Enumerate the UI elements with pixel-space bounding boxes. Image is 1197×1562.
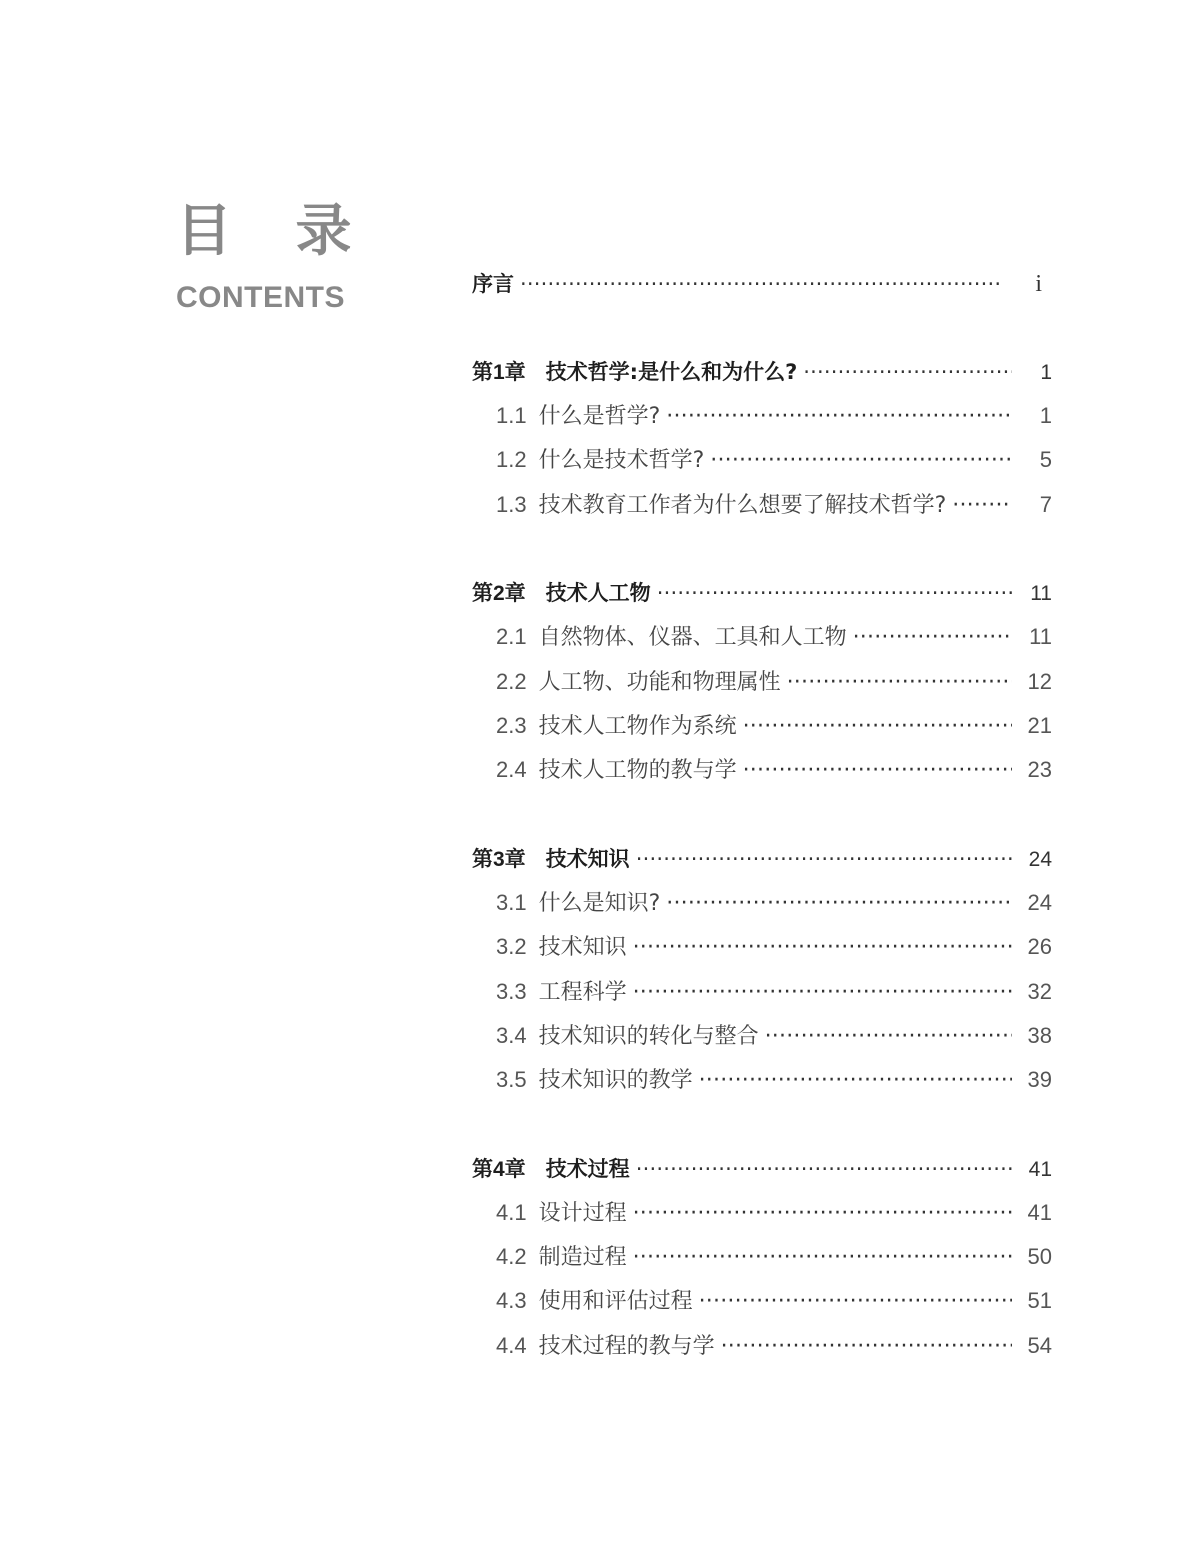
toc-entry-section[interactable] (472, 394, 1052, 438)
dot-leader (636, 1147, 1012, 1191)
toc-page-number: 39 (1027, 1067, 1052, 1093)
toc-entry-section[interactable] (472, 1279, 1052, 1323)
section-number: 1.2 (496, 447, 527, 473)
toc-entry-section[interactable] (472, 660, 1052, 704)
section-title: 技术过程的教与学 (538, 1333, 715, 1359)
dot-leader (633, 1192, 1012, 1236)
toc-page-number: 24 (1028, 847, 1052, 871)
section-number: 2.2 (496, 668, 527, 694)
toc-page-number: 1 (1039, 403, 1052, 428)
dot-leader (952, 484, 1012, 528)
toc-group-chapter-3 (472, 837, 1052, 1103)
chapter-number: 第2章 (472, 582, 526, 606)
chapter-title: 技术人工物 (545, 581, 651, 606)
toc-entry-section[interactable] (472, 483, 1052, 527)
dot-leader (633, 926, 1012, 970)
chapter-number: 第4章 (472, 1157, 526, 1181)
toc-page-number: i (1035, 271, 1042, 297)
toc-entry-section[interactable] (472, 704, 1052, 748)
toc-entry-title: 序言 (472, 272, 514, 296)
dot-leader (657, 571, 1012, 615)
toc-page-number: 11 (1029, 624, 1052, 650)
toc-page-number: 41 (1027, 1199, 1052, 1225)
section-title: 技术教育工作者为什么想要了解技术哲学? (538, 492, 947, 518)
section-title: 人工物、功能和物理属性 (538, 669, 781, 695)
section-title: 什么是哲学? (538, 404, 661, 429)
section-number: 4.1 (496, 1199, 527, 1225)
toc-entry-section[interactable] (472, 925, 1052, 969)
section-title: 技术知识 (538, 935, 627, 961)
toc-page-number: 5 (1039, 447, 1052, 473)
table-of-contents (472, 262, 1052, 1368)
toc-entry-preface[interactable] (472, 262, 1052, 306)
toc-page-number: 1 (1040, 361, 1052, 384)
toc-entry-chapter-3[interactable] (472, 837, 1052, 881)
chapter-number: 第3章 (472, 847, 526, 871)
toc-page-number: 54 (1027, 1332, 1052, 1358)
dot-leader (666, 882, 1012, 926)
section-number: 3.1 (496, 889, 527, 915)
toc-entry-section[interactable] (472, 1324, 1052, 1368)
toc-page-number: 21 (1027, 712, 1052, 738)
toc-entry-section[interactable] (472, 748, 1052, 792)
section-number: 1.1 (496, 403, 527, 428)
section-title: 什么是知识? (538, 890, 661, 916)
toc-page-number: 23 (1027, 757, 1052, 783)
section-title: 技术知识的教学 (538, 1068, 693, 1094)
toc-page-number: 24 (1027, 889, 1052, 915)
section-number: 3.3 (496, 978, 527, 1004)
dot-leader (710, 439, 1012, 483)
toc-entry-section[interactable] (472, 970, 1052, 1014)
toc-page-number: 51 (1027, 1288, 1052, 1314)
toc-page-number: 7 (1039, 491, 1052, 517)
toc-page-number: 26 (1027, 934, 1052, 960)
toc-page-number: 41 (1028, 1157, 1052, 1181)
toc-entry-section[interactable] (472, 881, 1052, 925)
section-number: 3.2 (496, 934, 527, 960)
toc-group-preface (472, 262, 1052, 306)
section-title: 工程科学 (538, 979, 627, 1005)
dot-leader (633, 971, 1012, 1015)
toc-entry-chapter-1[interactable] (472, 350, 1052, 394)
dot-leader (666, 395, 1012, 439)
dot-leader (520, 262, 1002, 306)
toc-page-number: 38 (1027, 1022, 1052, 1048)
toc-entry-chapter-4[interactable] (472, 1147, 1052, 1191)
section-number: 2.4 (496, 757, 527, 783)
toc-group-chapter-4 (472, 1147, 1052, 1369)
dot-leader (787, 661, 1012, 705)
toc-page-number: 11 (1030, 582, 1052, 606)
toc-page-number: 50 (1027, 1244, 1052, 1270)
toc-heading-english: CONTENTS (176, 281, 345, 314)
section-number: 2.1 (496, 624, 527, 650)
dot-leader (699, 1059, 1012, 1103)
section-number: 3.5 (496, 1067, 527, 1093)
dot-leader (721, 1325, 1012, 1369)
dot-leader (743, 749, 1012, 793)
toc-entry-section[interactable] (472, 1191, 1052, 1235)
dot-leader (699, 1280, 1012, 1324)
section-title: 技术知识的转化与整合 (538, 1023, 759, 1049)
section-title: 设计过程 (538, 1200, 627, 1226)
chapter-title: 技术哲学:是什么和为什么? (545, 360, 798, 384)
toc-entry-section[interactable] (472, 438, 1052, 482)
section-title: 技术人工物的教与学 (538, 758, 737, 784)
dot-leader (633, 1236, 1012, 1280)
section-title: 制造过程 (538, 1245, 627, 1271)
dot-leader (803, 350, 1012, 394)
section-number: 4.4 (496, 1332, 527, 1358)
section-title: 技术人工物作为系统 (538, 713, 737, 739)
section-number: 3.4 (496, 1022, 527, 1048)
toc-entry-chapter-2[interactable] (472, 571, 1052, 615)
chapter-title: 技术过程 (545, 1156, 630, 1181)
section-number: 2.3 (496, 712, 527, 738)
section-number: 4.2 (496, 1244, 527, 1270)
toc-group-chapter-2 (472, 571, 1052, 793)
toc-entry-section[interactable] (472, 1235, 1052, 1279)
toc-group-chapter-1 (472, 350, 1052, 527)
dot-leader (853, 616, 1012, 660)
section-title: 什么是技术哲学? (538, 448, 705, 474)
section-number: 1.3 (496, 491, 527, 517)
dot-leader (636, 837, 1012, 881)
section-title: 使用和评估过程 (538, 1289, 693, 1315)
toc-page-number: 12 (1027, 668, 1052, 694)
section-number: 4.3 (496, 1288, 527, 1314)
chapter-number: 第1章 (472, 361, 526, 384)
section-title: 自然物体、仪器、工具和人工物 (538, 625, 847, 651)
toc-entry-section[interactable] (472, 1014, 1052, 1058)
chapter-title: 技术知识 (545, 846, 630, 871)
dot-leader (765, 1015, 1012, 1059)
toc-page-number: 32 (1027, 978, 1052, 1004)
toc-entry-section[interactable] (472, 1058, 1052, 1102)
toc-entry-section[interactable] (472, 615, 1052, 659)
dot-leader (743, 705, 1012, 749)
toc-heading-chinese: 目 录 (176, 199, 374, 264)
